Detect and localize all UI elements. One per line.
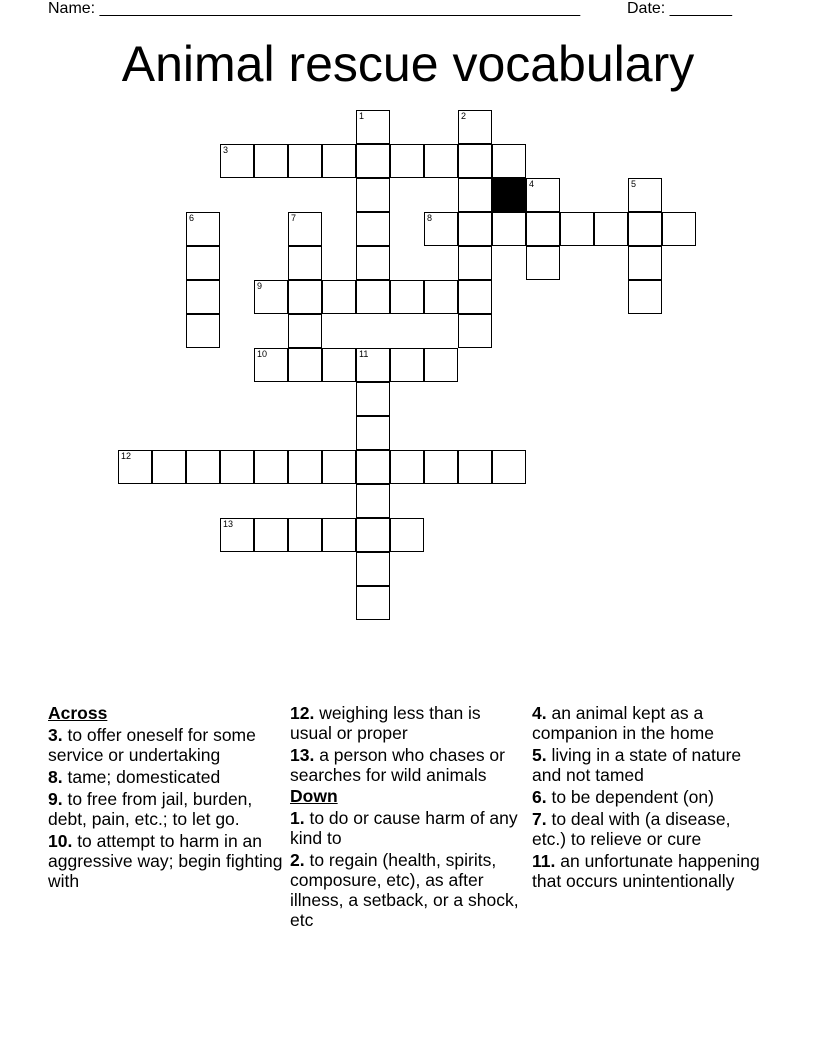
grid-cell[interactable]	[356, 518, 390, 552]
grid-cell[interactable]	[356, 246, 390, 280]
grid-cell[interactable]	[356, 450, 390, 484]
across-clue: 10. to attempt to harm in an aggressive way; begin fighting with	[48, 831, 283, 891]
clue-number: 7	[291, 213, 297, 223]
grid-cell[interactable]	[356, 280, 390, 314]
clue-number: 6	[189, 213, 195, 223]
across-heading: Across	[48, 703, 108, 723]
clue-number: 5	[631, 179, 637, 189]
grid-cell[interactable]	[390, 144, 424, 178]
across-clue: 12. weighing less than is usual or proper	[290, 703, 481, 743]
grid-cell[interactable]	[356, 212, 390, 246]
grid-cell[interactable]	[492, 212, 526, 246]
grid-cell[interactable]	[458, 246, 492, 280]
grid-cell[interactable]	[254, 348, 288, 382]
grid-cell[interactable]	[356, 382, 390, 416]
grid-cell[interactable]	[254, 518, 288, 552]
grid-cell[interactable]	[220, 144, 254, 178]
grid-cell[interactable]	[628, 280, 662, 314]
grid-cell[interactable]	[288, 314, 322, 348]
grid-cell[interactable]	[356, 416, 390, 450]
grid-cell[interactable]	[288, 280, 322, 314]
down-clue: 2. to regain (health, spirits, composure, etc), as after illness, a setback, or a shock, etc	[290, 850, 519, 930]
grid-cell[interactable]	[424, 212, 458, 246]
down-heading: Down	[290, 786, 338, 806]
grid-cell[interactable]	[628, 178, 662, 212]
grid-cell[interactable]	[254, 450, 288, 484]
grid-cell[interactable]	[662, 212, 696, 246]
across-clue: 13. a person who chases or searches for wild animals	[290, 745, 505, 785]
grid-cell[interactable]	[390, 518, 424, 552]
clue-number: 9	[257, 281, 263, 291]
grid-cell[interactable]	[288, 246, 322, 280]
grid-cell[interactable]	[186, 246, 220, 280]
down-clue: 6. to be dependent (on)	[532, 787, 714, 807]
clue-number: 3	[223, 145, 229, 155]
across-clue: 9. to free from jail, burden, debt, pain, etc.; to let go.	[48, 789, 253, 829]
clue-number: 1	[359, 111, 365, 121]
grid-cell[interactable]	[118, 450, 152, 484]
grid-cell[interactable]	[356, 586, 390, 620]
grid-cell[interactable]	[458, 314, 492, 348]
grid-cell[interactable]	[356, 178, 390, 212]
grid-cell[interactable]	[356, 348, 390, 382]
grid-cell[interactable]	[322, 518, 356, 552]
grid-cell[interactable]	[458, 450, 492, 484]
grid-cell[interactable]	[186, 212, 220, 246]
grid-cell[interactable]	[220, 450, 254, 484]
clue-number: 11	[359, 349, 369, 359]
clue-number: 10	[257, 349, 268, 359]
grid-cell[interactable]	[424, 450, 458, 484]
across-clue: 3. to offer oneself for some service or undertaking	[48, 725, 256, 765]
grid-cell[interactable]	[186, 450, 220, 484]
grid-cell[interactable]	[186, 280, 220, 314]
grid-cell[interactable]	[322, 144, 356, 178]
grid-cell[interactable]	[356, 110, 390, 144]
grid-cell[interactable]	[288, 144, 322, 178]
grid-cell[interactable]	[390, 450, 424, 484]
grid-cell[interactable]	[424, 280, 458, 314]
name-label: Name: ______________________________________________________	[48, 0, 581, 17]
grid-cell[interactable]	[424, 144, 458, 178]
grid-cell[interactable]	[458, 280, 492, 314]
grid-cell[interactable]	[390, 348, 424, 382]
grid-cell[interactable]	[526, 212, 560, 246]
grid-cell[interactable]	[458, 212, 492, 246]
grid-cell[interactable]	[492, 144, 526, 178]
grid-cell[interactable]	[628, 246, 662, 280]
grid-cell[interactable]	[526, 178, 560, 212]
grid-cell[interactable]	[288, 348, 322, 382]
clues-column-2	[290, 702, 525, 930]
grid-cell[interactable]	[186, 314, 220, 348]
grid-cell[interactable]	[254, 144, 288, 178]
grid-cell[interactable]	[458, 144, 492, 178]
grid-cell[interactable]	[526, 246, 560, 280]
grid-cell[interactable]	[458, 110, 492, 144]
grid-cell[interactable]	[254, 280, 288, 314]
grid-cell[interactable]	[560, 212, 594, 246]
clue-number: 2	[461, 111, 467, 121]
grid-cell[interactable]	[356, 484, 390, 518]
grid-cell[interactable]	[424, 348, 458, 382]
clues-column-1	[48, 702, 283, 891]
down-clue: 11. an unfortunate happening that occurs unintentionally	[532, 851, 760, 891]
across-clue: 8. tame; domesticated	[48, 767, 221, 787]
date-label: Date: _______	[627, 0, 732, 17]
grid-cell[interactable]	[356, 552, 390, 586]
grid-cell[interactable]	[594, 212, 628, 246]
clue-number: 8	[427, 213, 433, 223]
clue-number: 13	[223, 519, 234, 529]
puzzle-title: Animal rescue vocabulary	[121, 36, 695, 92]
down-clue: 1. to do or cause harm of any kind to	[290, 808, 518, 848]
grid-cell[interactable]	[220, 518, 254, 552]
clue-number: 12	[121, 451, 132, 461]
grid-cell[interactable]	[288, 212, 322, 246]
grid-cell[interactable]	[288, 518, 322, 552]
clue-number: 4	[529, 179, 535, 189]
grid-cell[interactable]	[152, 450, 186, 484]
grid-cell[interactable]	[390, 280, 424, 314]
down-clue: 7. to deal with (a disease, etc.) to relieve or cure	[532, 809, 731, 849]
grid-cell-black	[492, 178, 526, 212]
down-clue: 4. an animal kept as a companion in the home	[532, 703, 714, 743]
grid-cell[interactable]	[288, 450, 322, 484]
grid-cell[interactable]	[458, 178, 492, 212]
clues-column-3	[532, 702, 767, 891]
grid-cell[interactable]	[322, 450, 356, 484]
grid-cell[interactable]	[322, 280, 356, 314]
grid-cell[interactable]	[322, 348, 356, 382]
grid-cell[interactable]	[628, 212, 662, 246]
grid-cell[interactable]	[356, 144, 390, 178]
grid-cell[interactable]	[492, 450, 526, 484]
down-clue: 5. living in a state of nature and not tamed	[532, 745, 742, 785]
